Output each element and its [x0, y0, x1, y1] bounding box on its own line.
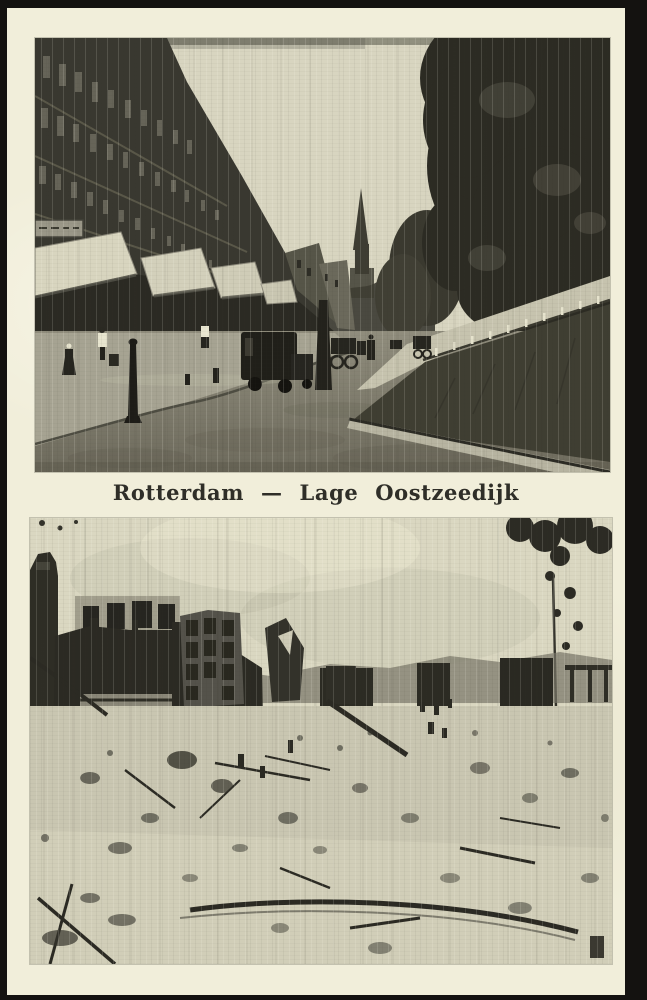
top-photo-street-scene — [35, 38, 610, 472]
shop-sign — [35, 220, 83, 237]
bottom-photo-ruins — [30, 518, 612, 964]
postcard-paper — [7, 8, 625, 995]
ruin-block — [326, 666, 356, 704]
pergola-frame — [565, 665, 612, 702]
ruined-facade-centre — [180, 610, 244, 708]
ruins-graphic — [30, 518, 612, 964]
postcard-caption: Rotterdam — Lage Oostzeedijk — [112, 480, 520, 505]
street-scene-graphic — [35, 38, 610, 472]
